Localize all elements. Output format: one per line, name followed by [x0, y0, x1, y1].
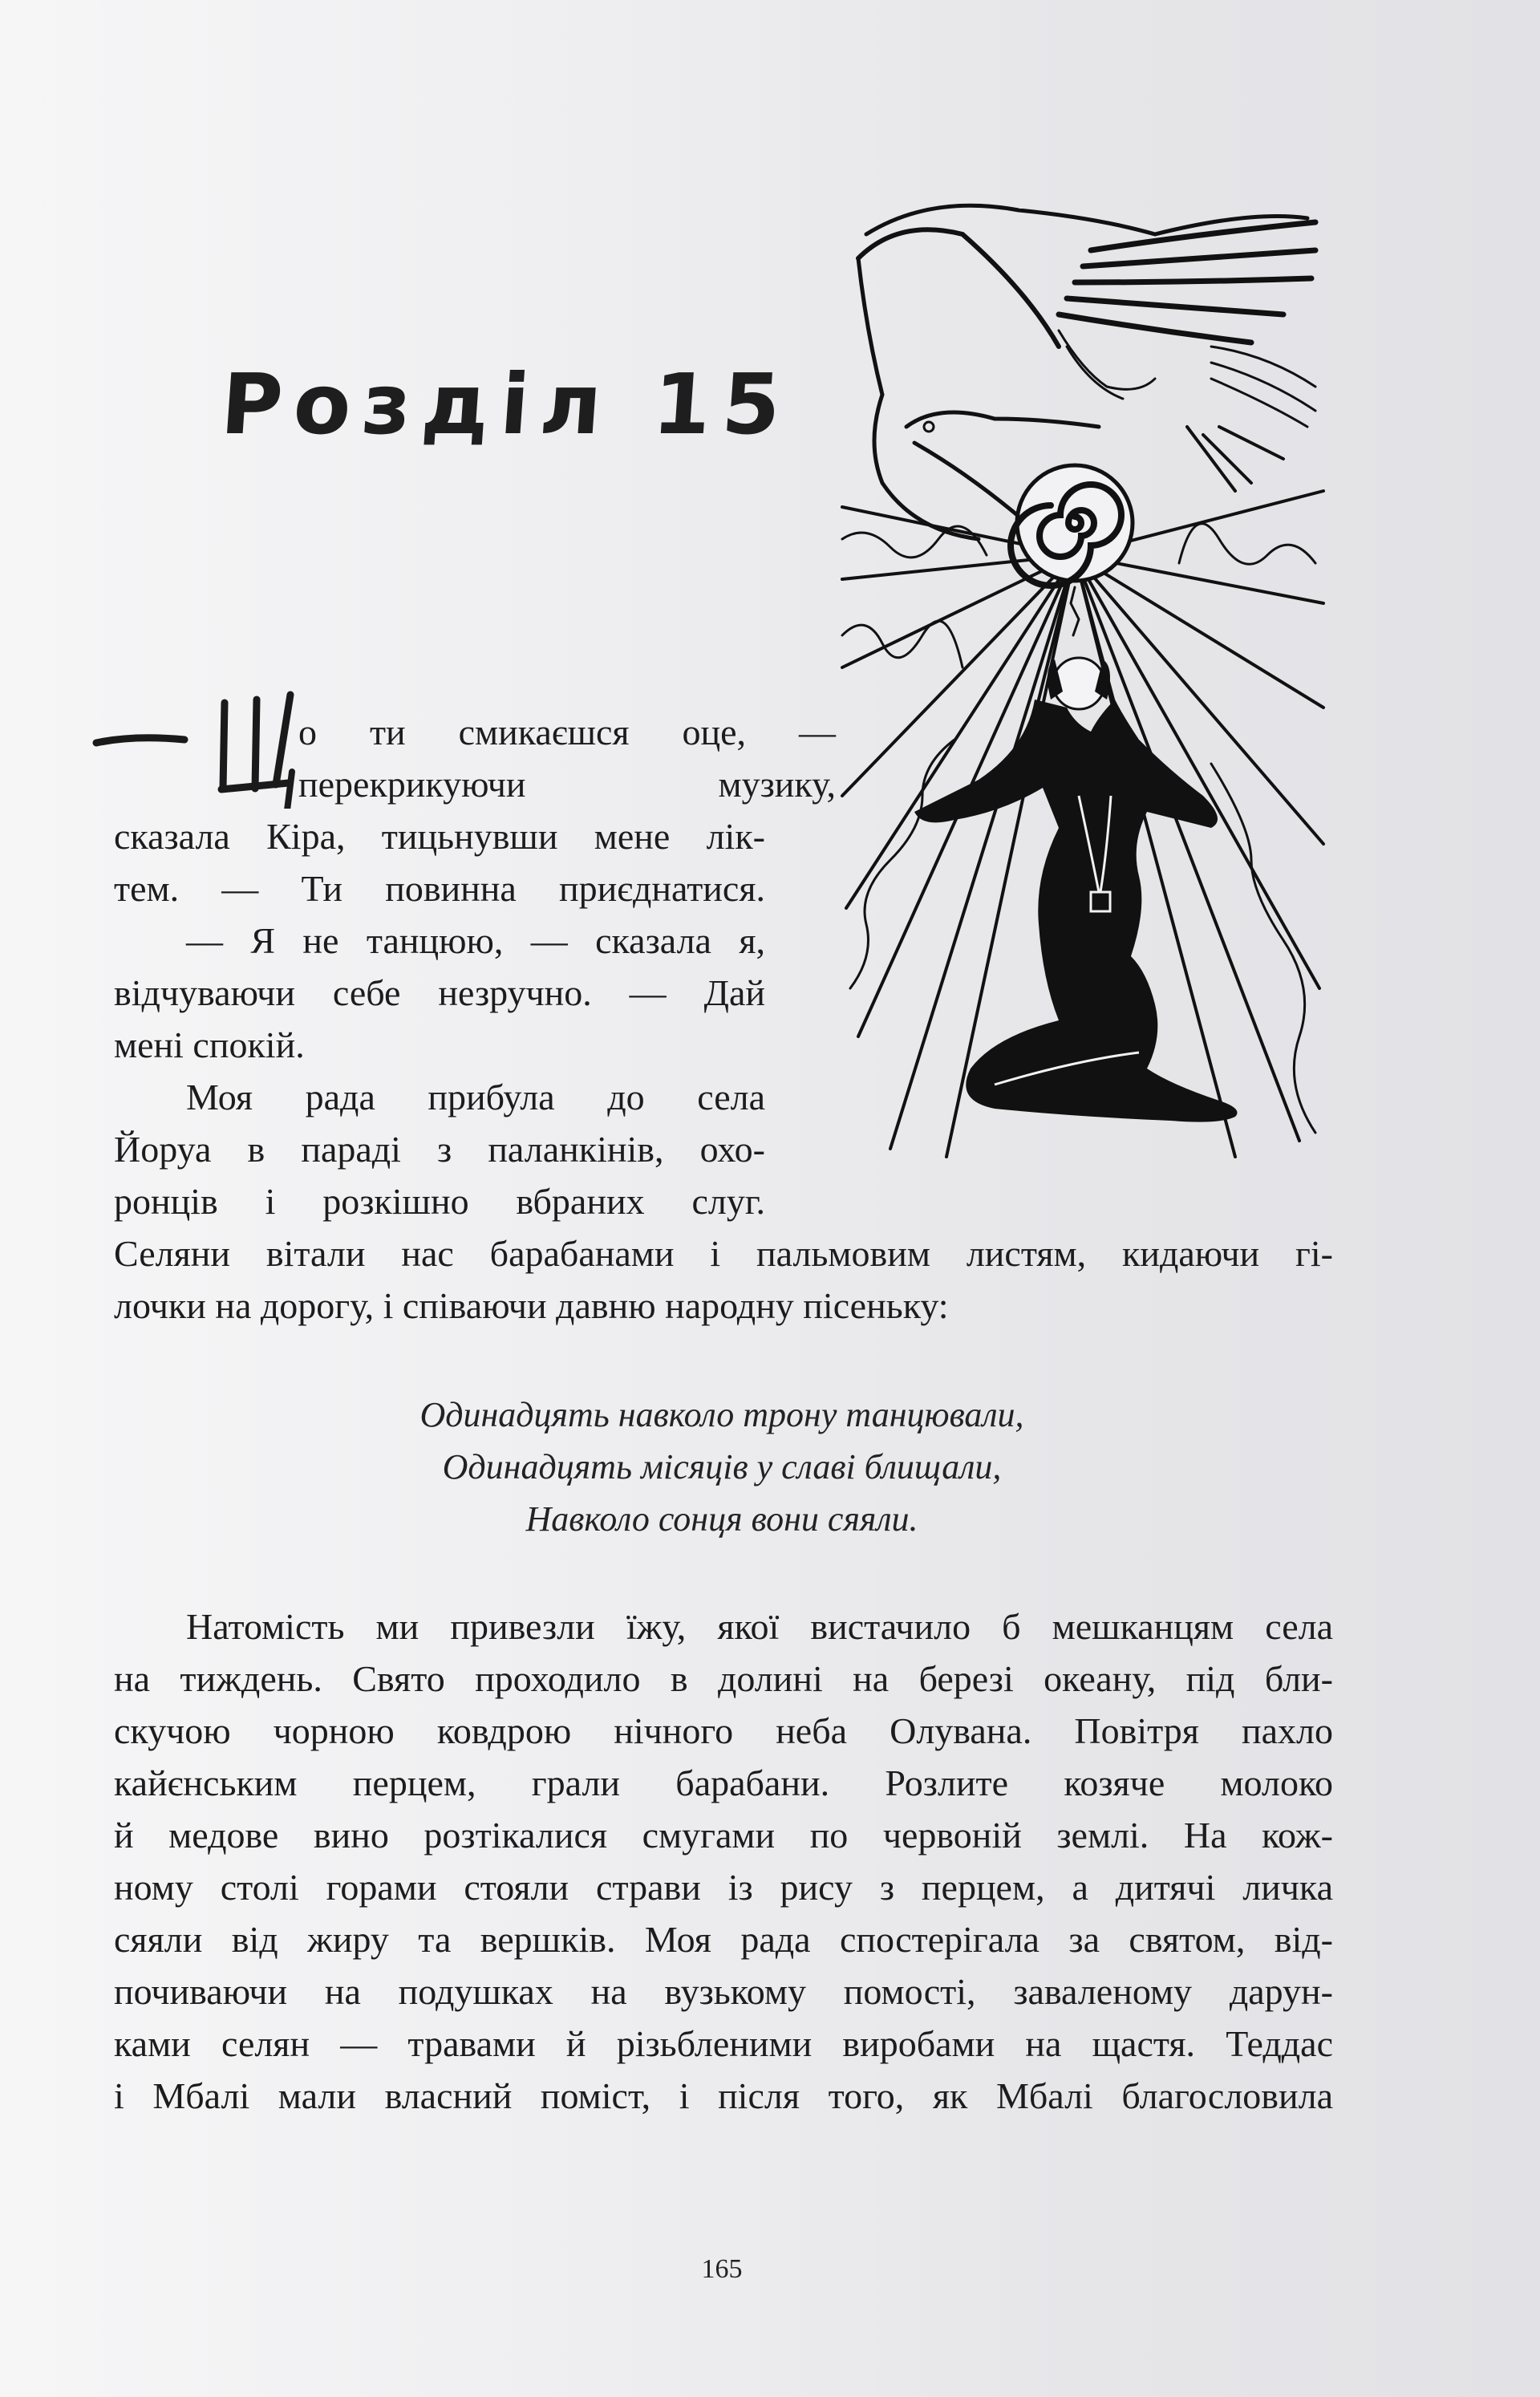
- text-line: Селяни вітали нас барабанами і пальмовим листям, кидаючи гі-: [114, 1233, 1333, 1274]
- text-line: ками селян — травами й різьбленими виробами на щастя. Теддас: [114, 2023, 1333, 2064]
- text-line: ному столі горами стояли страви із рису з перцем, а дитячі личка: [114, 1867, 1333, 1908]
- drop-cap: [90, 688, 298, 809]
- text-line: о ти смикаєшся оце, —: [298, 712, 836, 752]
- text-line: і Мбалі мали власний поміст, і після того, як Мбалі благословила: [114, 2075, 1333, 2116]
- text-line: Моя рада прибула до села: [186, 1077, 765, 1117]
- text-line: лочки на дорогу, і співаючи давню народну пісеньку:: [114, 1285, 949, 1326]
- text-line: сяяли від жиру та вершків. Моя рада спостерігала за святом, від-: [114, 1919, 1333, 1960]
- text-line: Натомість ми привезли їжу, якої вистачило б мешканцям села: [186, 1606, 1333, 1647]
- text-line: й медове вино розтікалися смугами по червоній землі. На кож-: [114, 1815, 1333, 1856]
- text-line: на тиждень. Свято проходило в долині на березі океану, під бли-: [114, 1658, 1333, 1699]
- page-number: 165: [701, 2254, 743, 2284]
- verse-line: Одинадцять місяців у славі блищали,: [442, 1447, 1002, 1486]
- text-line: відчуваючи себе незручно. — Дай: [114, 972, 765, 1013]
- text-line: Йоруа в параді з паланкінів, охо-: [114, 1129, 765, 1170]
- verse-line: Навколо сонця вони сяяли.: [525, 1499, 918, 1539]
- text-line: мені спокій.: [114, 1024, 305, 1065]
- verse-line: Одинадцять навколо трону танцювали,: [419, 1395, 1024, 1434]
- text-line: тем. — Ти повинна приєднатися.: [114, 868, 765, 909]
- chapter-title: Розділ 15: [217, 355, 796, 453]
- text-line: почиваючи на подушках на вузькому помості, заваленому дарун-: [114, 1971, 1333, 2012]
- text-line: — Я не танцюю, — сказала я,: [186, 920, 765, 961]
- text-line: кайєнським перцем, грали барабани. Розлите козяче молоко: [114, 1762, 1333, 1803]
- text-line: сказала Кіра, тицьнувши мене лік-: [114, 816, 765, 857]
- text-line: ронців і розкішно вбраних слуг.: [114, 1181, 765, 1222]
- illustration-bird-sun-figure: [834, 186, 1331, 1161]
- text-line: скучою чорною ковдрою нічного неба Олувана. Повітря пахло: [114, 1710, 1333, 1751]
- text-line: перекрикуючи музику,: [298, 764, 836, 805]
